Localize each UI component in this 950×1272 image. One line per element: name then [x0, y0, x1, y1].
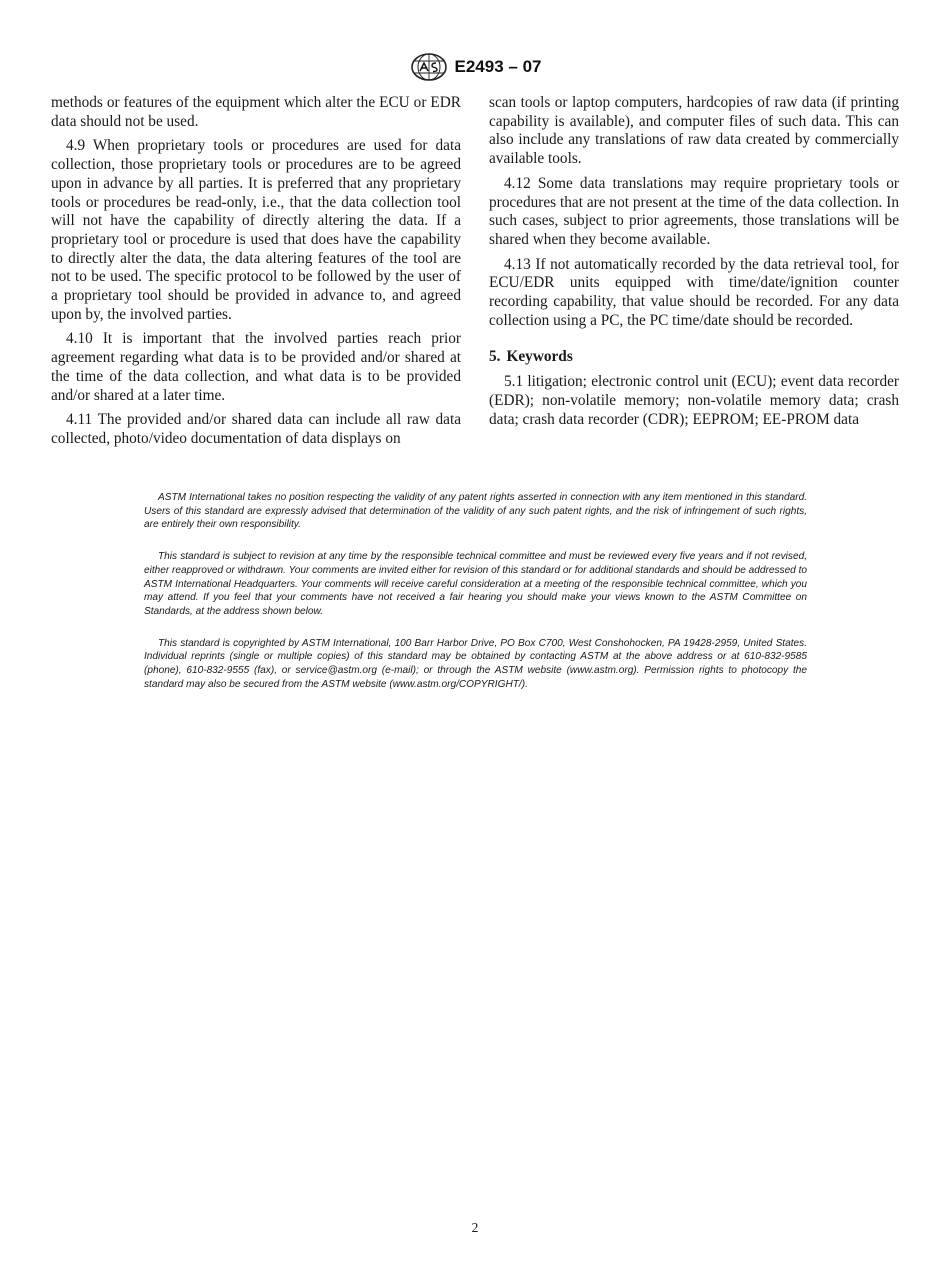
section-title: Keywords	[506, 348, 573, 366]
left-column	[51, 94, 461, 455]
page-number: 2	[471, 1220, 479, 1235]
paragraph-4-10: 4.10 It is important that the involved parties reach prior agreement regarding what data is to be provided and/or shared at the time of the data collection, and what data is to be provided and/or shared at a later time.	[51, 330, 461, 404]
paragraph-5-1: 5.1 litigation; electronic control unit (ECU); event data recorder (EDR); non-volatile memory; non-volatile memory data; crash data; crash data recorder (CDR); EEPROM; EE-PROM data	[489, 373, 899, 428]
standard-designation: E2493 – 07	[454, 57, 542, 76]
paragraph-4-12: 4.12 Some data translations may require proprietary tools or procedures that are not present at the time of the data collection. In such cases, subject to prior agreements, those translations will be shared when they become available.	[489, 174, 899, 248]
paragraph-4-9: 4.9 When proprietary tools or procedures are used for data collection, those proprietary tools or procedures are to be agreed upon in advance by all parties. It is preferred that any proprietary tools or procedures be read-only, i.e., that the data collection tool will not have the capability of directly altering the data. If a proprietary tool or procedure is used that does have the capability to directly alter the data, the data altering features of the tool are not to be used. The specific protocol to be followed by the user of a proprietary tool should be provided in advance to, and agreed upon by, the involved parties.	[51, 137, 461, 323]
page-header	[0, 52, 950, 82]
legal-notices	[144, 491, 807, 709]
copyright-notice: This standard is copyrighted by ASTM International, 100 Barr Harbor Drive, PO Box C700, West Conshohocken, PA 19428-2959, United States. Individual reprints (single or multiple copies) of this standard may be obtained by contacting ASTM at the above address or at 610-832-9585 (phone), 610-832-9555 (fax), or service@astm.org (e-mail); or through the ASTM website (www.astm.org). Permission rights to photocopy the standard may also be secured from the ASTM website (www.astm.org/COPYRIGHT/).	[144, 637, 807, 690]
paragraph-4-11: 4.11 The provided and/or shared data can include all raw data collected, photo/video documentation of data displays on	[51, 411, 461, 447]
revision-notice: This standard is subject to revision at any time by the responsible technical committee and must be reviewed every five years and if not revised, either reapproved or withdrawn. Your comments are invited either for revision of this standard or for additional standards and should be addressed to ASTM International Headquarters. Your comments will receive careful consideration at a meeting of the responsible technical committee, which you may attend. If you feel that your comments have not received a fair hearing you should make your views known to the ASTM Committee on Standards, at the address shown below.	[144, 551, 808, 617]
paragraph-continuation: methods or features of the equipment which alter the ECU or EDR data should not be used.	[51, 94, 461, 130]
right-column	[489, 94, 899, 435]
paragraph-4-11-continuation: scan tools or laptop computers, hardcopies of raw data (if printing capability is available), and computer files of such data. This can also include any translations of raw data created by commercially available tools.	[489, 94, 899, 168]
section-heading-keywords	[489, 348, 899, 367]
patent-notice: ASTM International takes no position respecting the validity of any patent rights asserted in connection with any item mentioned in this standard. Users of this standard are expressly advised that determination of the validity of any such patent rights, and the risk of infringement of such rights, are entirely their own responsibility.	[144, 492, 807, 531]
paragraph-4-13: 4.13 If not automatically recorded by the data retrieval tool, for ECU/EDR units equipped with time/date/ignition counter recording capability, that value should be recorded. For any data collection using a PC, the PC time/date should be recorded.	[489, 255, 899, 329]
section-number: 5.	[489, 348, 501, 366]
astm-logo-icon	[409, 52, 449, 82]
